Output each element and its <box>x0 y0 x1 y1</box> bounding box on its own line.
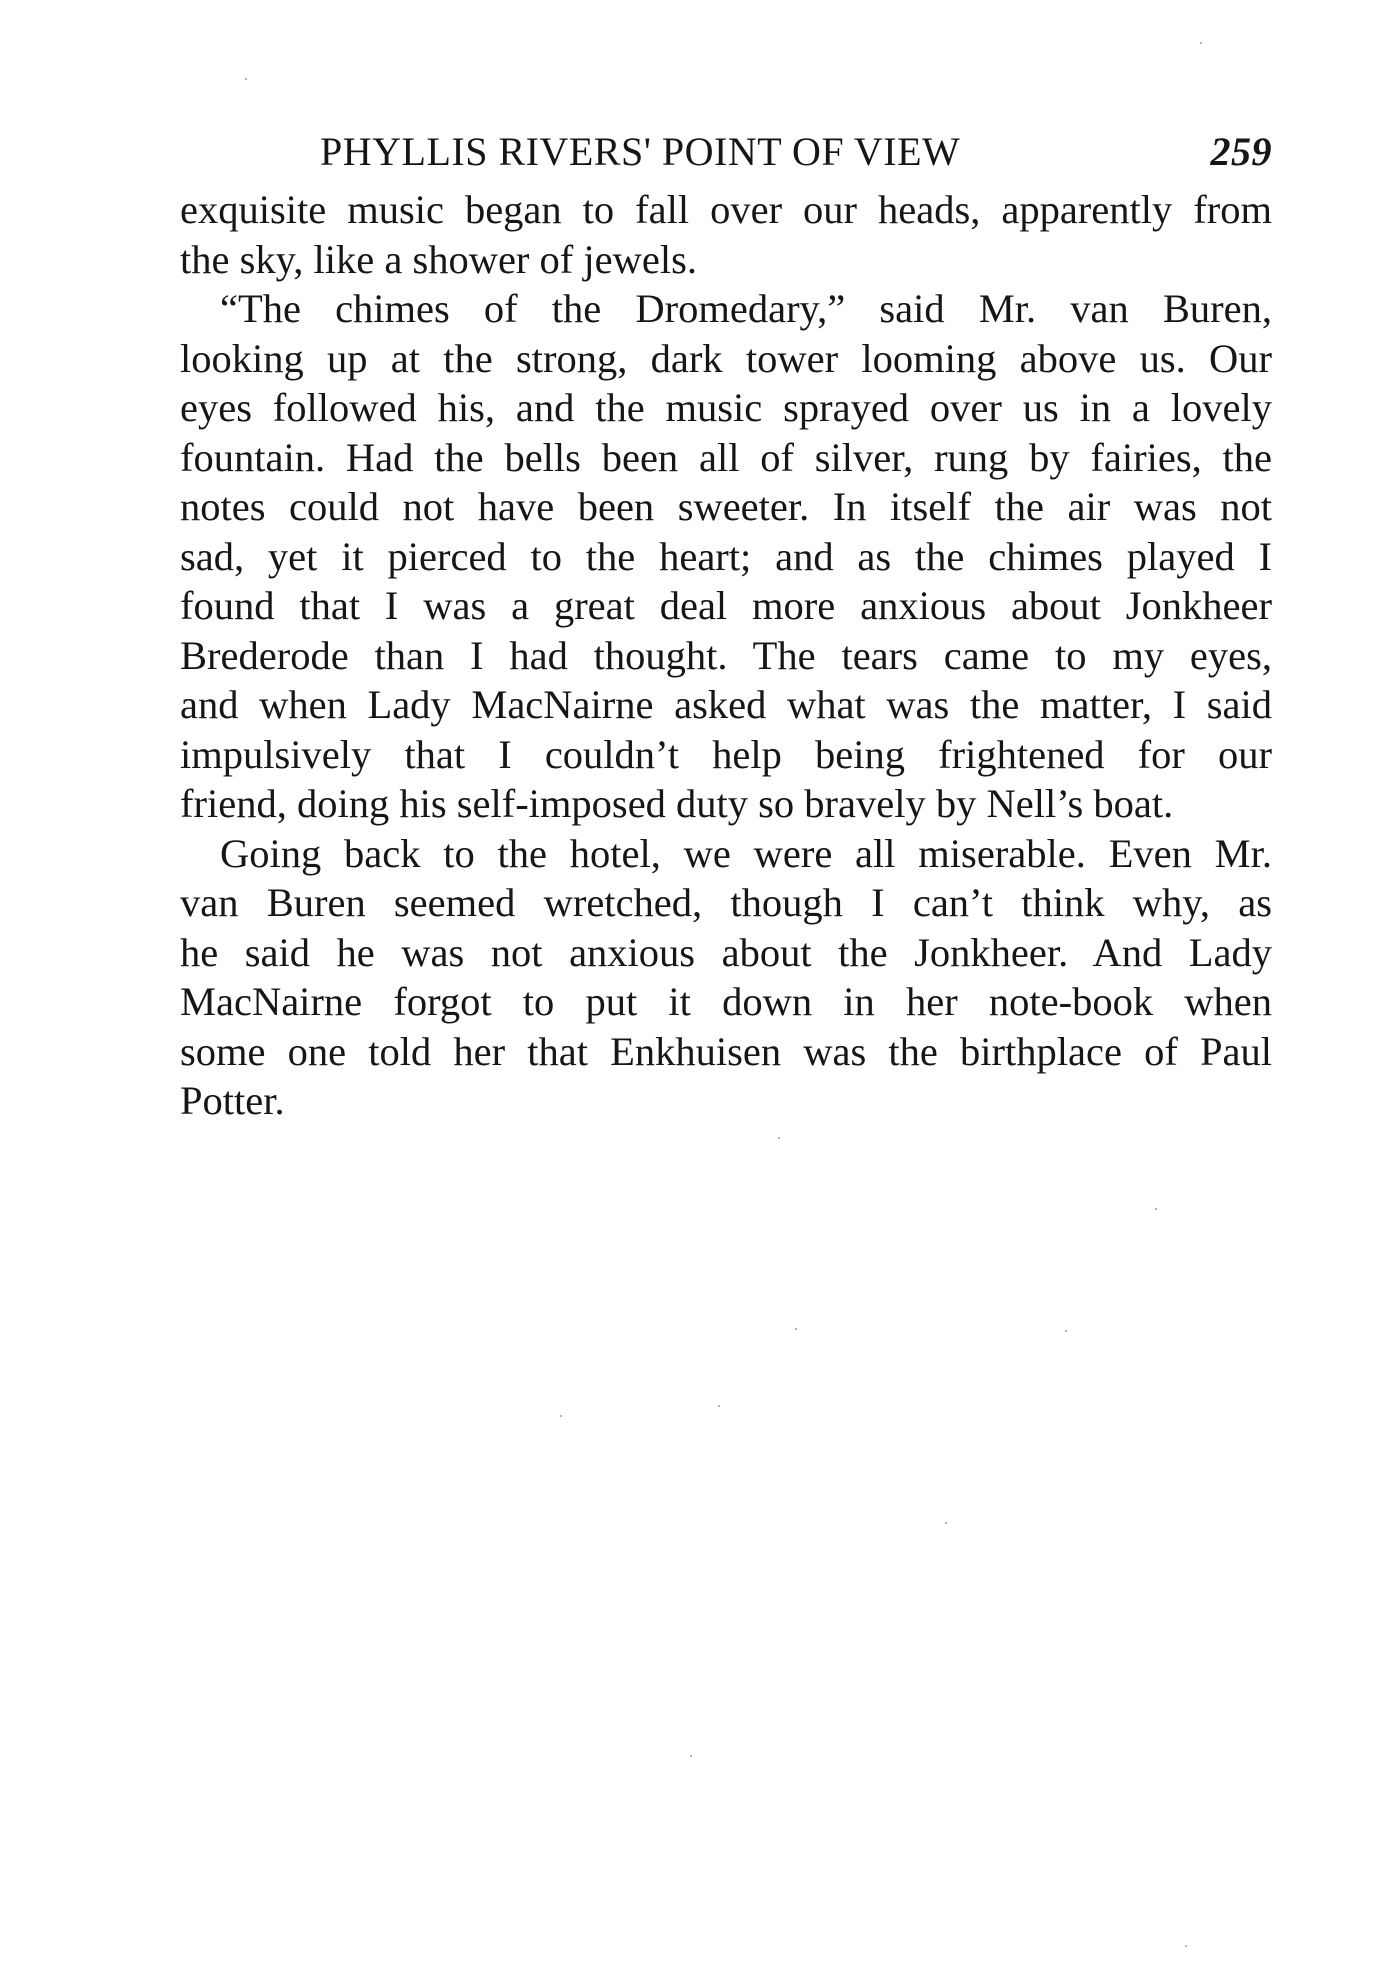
scan-speck <box>1155 1208 1157 1210</box>
text-line: Brederode than I had thought. The tears came to my eyes, <box>180 632 1272 678</box>
running-head <box>180 124 1272 180</box>
scan-speck <box>778 1137 780 1139</box>
scan-speck <box>690 1755 692 1757</box>
text-line: found that I was a great deal more anxious about Jonkheer <box>180 583 1272 628</box>
scan-speck <box>560 1415 562 1417</box>
text-line: van Buren seemed wretched, though I can’t think why, as <box>180 880 1272 925</box>
scan-speck <box>1065 1330 1067 1332</box>
text-line: and when Lady MacNairne asked what was the matter, I said <box>180 682 1272 727</box>
text-line: notes could not have been sweeter. In itself the air was not <box>180 484 1272 529</box>
text-line: sad, yet it pierced to the heart; and as the chimes played I <box>180 533 1272 579</box>
text-line: the sky, like a shower of jewels. <box>180 236 697 282</box>
scan-speck <box>245 78 247 80</box>
body-text <box>180 185 1272 1126</box>
text-line: Potter. <box>180 1078 285 1123</box>
text-line: he said he was not anxious about the Jonkheer. And Lady <box>180 929 1272 975</box>
text-line: impulsively that I couldn’t help being frightened for our <box>180 731 1272 777</box>
scan-speck <box>1185 1945 1187 1947</box>
scan-speck <box>945 1522 947 1524</box>
text-line: looking up at the strong, dark tower looming above us. Our <box>180 335 1272 381</box>
text-line: eyes followed his, and the music sprayed over us in a lovely <box>180 385 1272 430</box>
text-line: MacNairne forgot to put it down in her note-book when <box>180 979 1272 1024</box>
scan-speck <box>1200 42 1202 44</box>
text-line: Going back to the hotel, we were all miserable. Even Mr. <box>220 830 1272 876</box>
text-line: exquisite music began to fall over our heads, apparently from <box>180 187 1272 232</box>
page-number: 259 <box>1210 129 1272 174</box>
text-line: friend, doing his self-imposed duty so bravely by Nell’s boat. <box>180 781 1174 826</box>
scan-speck <box>795 1328 797 1330</box>
scan-speck <box>718 1405 720 1407</box>
text-line: fountain. Had the bells been all of silver, rung by fairies, the <box>180 434 1272 480</box>
text-line: some one told her that Enkhuisen was the birthplace of Paul <box>180 1028 1272 1074</box>
running-head-title: PHYLLIS RIVERS' POINT OF VIEW <box>320 129 961 174</box>
text-line: “The chimes of the Dromedary,” said Mr. van Buren, <box>220 286 1272 331</box>
